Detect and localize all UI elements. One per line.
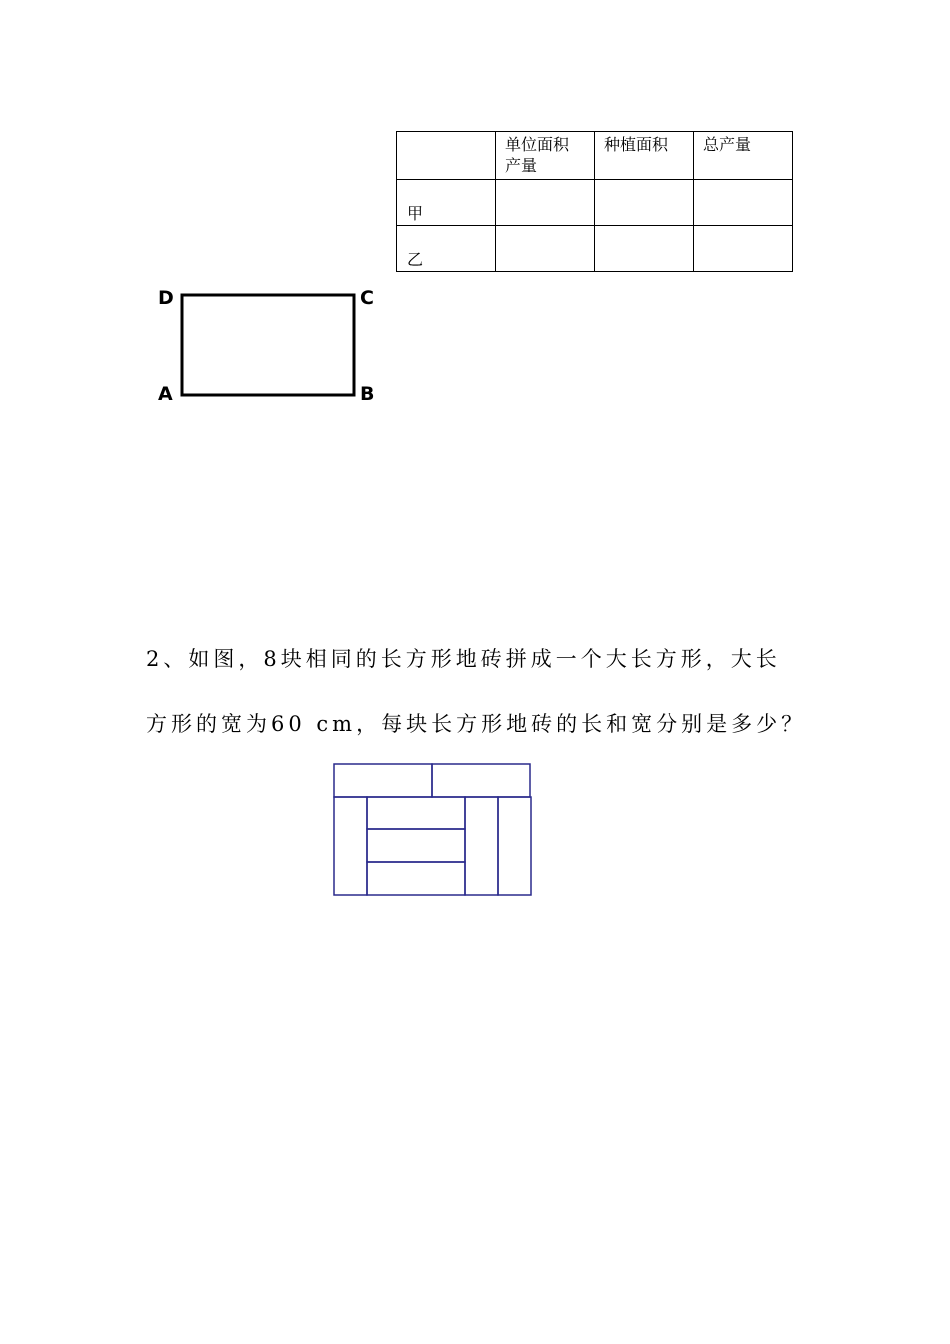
tile-figure <box>330 760 536 900</box>
tile <box>367 797 465 829</box>
question-2-line-2: 方形的宽为60 cm，每块长方形地砖的长和宽分别是多少？ <box>146 712 807 736</box>
rectangle-abcd-figure <box>150 280 390 410</box>
table-row-label-cell <box>397 180 496 226</box>
tile <box>465 797 498 895</box>
table-header-cell <box>496 132 595 180</box>
table-header-row <box>397 132 793 180</box>
table-cell <box>595 180 694 226</box>
question-2-line-1: 2、如图，8块相同的长方形地砖拼成一个大长方形，大长 <box>146 647 781 671</box>
table-cell <box>595 226 694 272</box>
table-row-label-cell <box>397 226 496 272</box>
rectangle-abcd-svg <box>150 280 390 410</box>
table-cell-text <box>694 180 792 182</box>
tile <box>367 862 465 895</box>
table-header-text: 单位面积 产量 <box>505 135 570 175</box>
tile <box>367 829 465 862</box>
tile <box>334 797 367 895</box>
table-cell-text <box>496 226 594 228</box>
table-cell-text <box>595 226 693 228</box>
table-header-cell <box>397 132 496 180</box>
table-header-cell <box>694 132 793 180</box>
table-row-label: 乙 <box>407 250 424 269</box>
table-header-text: 总产量 <box>703 135 752 154</box>
tile <box>334 764 432 797</box>
table-row-label: 甲 <box>407 204 424 223</box>
table-cell-text <box>496 180 594 182</box>
tile <box>498 797 531 895</box>
vertex-label-b: B <box>360 383 375 405</box>
table-cell-text <box>595 180 693 182</box>
table-row <box>397 180 793 226</box>
tile-figure-svg <box>330 760 536 900</box>
table-cell <box>496 180 595 226</box>
table-header-cell <box>595 132 694 180</box>
table-header-text: 种植面积 <box>604 135 669 154</box>
table-cell-text <box>694 226 792 228</box>
table-row <box>397 226 793 272</box>
table-cell <box>496 226 595 272</box>
vertex-label-d: D <box>158 287 174 309</box>
vertex-label-a: A <box>158 383 173 405</box>
table-header-text <box>397 132 495 134</box>
vertex-label-c: C <box>360 287 374 309</box>
rectangle-abcd-shape <box>182 295 354 395</box>
table-cell <box>694 180 793 226</box>
tile <box>432 764 530 797</box>
yield-table <box>396 131 793 272</box>
table-cell <box>694 226 793 272</box>
